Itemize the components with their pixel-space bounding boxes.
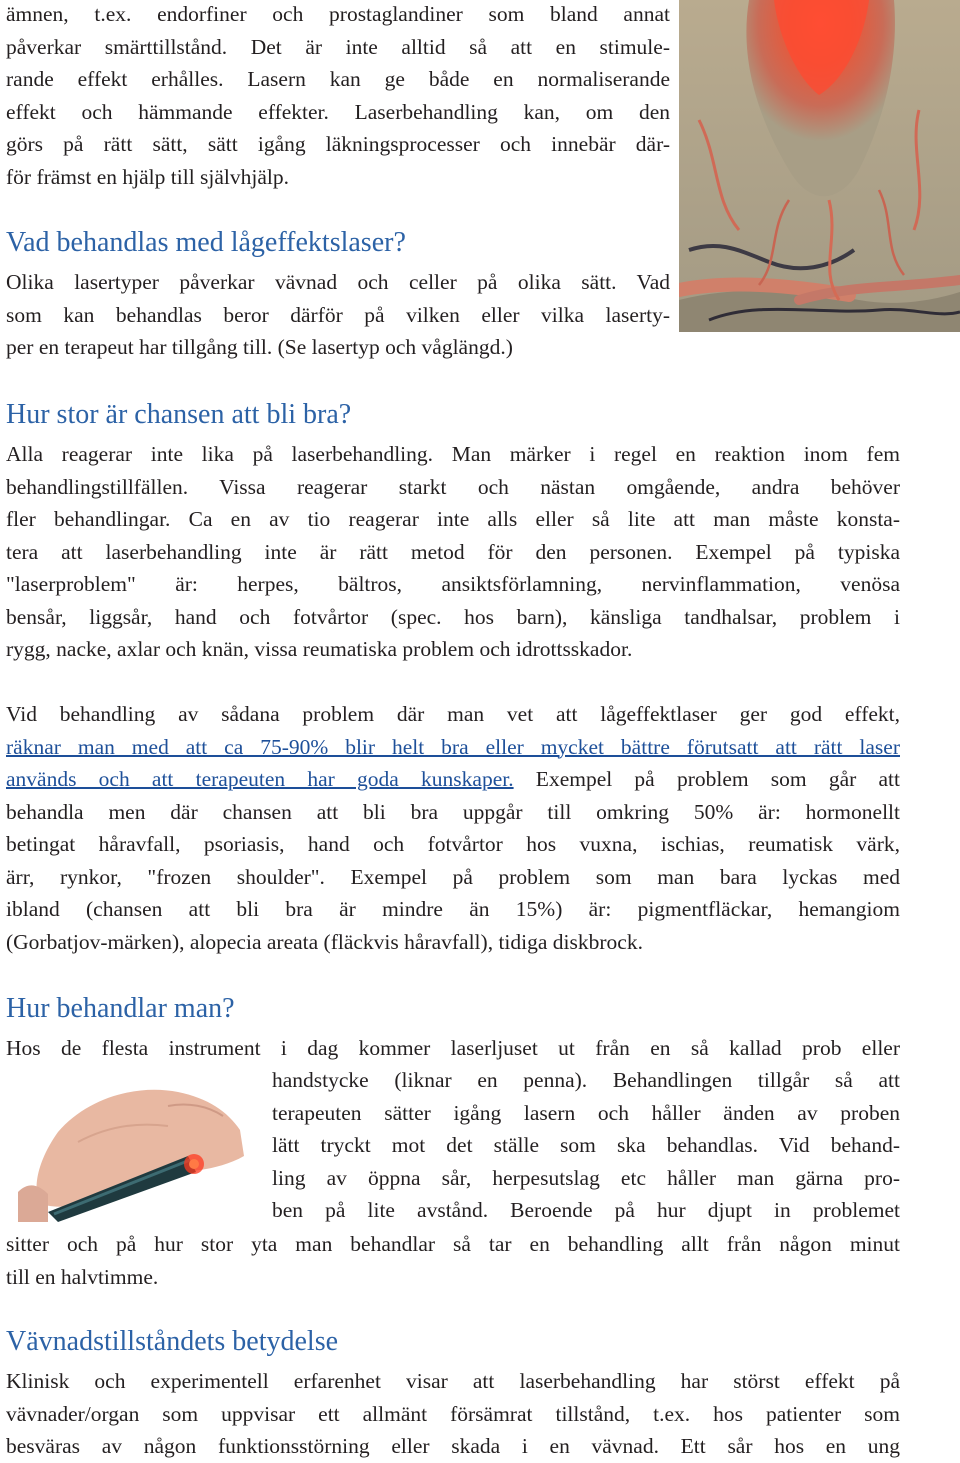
text-line: ärr, rynkor, "frozen shoulder". Exempel på problem som man bara lyckas med: [6, 864, 900, 889]
text-line: (Gorbatjov-märken), alopecia areata (fläckvis håravfall), tidiga diskbrock.: [6, 929, 643, 954]
text-line: till en halvtimme.: [6, 1264, 159, 1289]
text-line: bensår, liggsår, hand och fotvårtor (spec. hos barn), känsliga tandhalsar, problem i: [6, 604, 900, 629]
text-line: Alla reagerar inte lika på laserbehandling. Man märker i regel en reaktion inom fem: [6, 442, 900, 466]
section-heading: Hur stor är chansen att bli bra?: [6, 399, 352, 430]
section-heading: Vad behandlas med lågeffektslaser?: [6, 227, 406, 258]
text-line: betingat håravfall, psoriasis, hand och fotvårtor hos vuxna, ischias, reumatisk värk,: [6, 832, 900, 856]
section1-paragraph: [6, 266, 670, 364]
text-line: Olika lasertyper påverkar vävnad och celler på olika sätt. Vad: [6, 270, 670, 294]
text-line: sitter och på hur stor yta man behandlar så tar en behandling allt från någon minut: [6, 1232, 900, 1256]
section3-tail: [6, 1228, 900, 1293]
intro-paragraph: [6, 0, 670, 193]
highlight-link[interactable]: räknar man med att ca 75-90% blir helt bra eller mycket bättre förutsatt att rätt laser: [6, 734, 900, 759]
text-span: Exempel på problem som går att: [513, 767, 901, 791]
text-line: behandlingstillfällen. Vissa reagerar starkt och nästan omgående, andra behöver: [6, 474, 900, 499]
text-line: ämnen, t.ex. endorfiner och prostaglandiner som bland annat: [6, 2, 670, 26]
text-line: ibland (chansen att bli bra är mindre än 15%) är: pigmentfläckar, hemangiom: [6, 897, 900, 921]
text-line: Vid behandling av sådana problem där man vet att lågeffektlaser ger god effekt,: [6, 702, 900, 726]
text-line: [6, 763, 900, 796]
text-line: vävnader/organ som uppvisar ett allmänt försämrat tillstånd, t.ex. hos patienter som: [6, 1401, 900, 1426]
text-line: fler behandlingar. Ca en av tio reagerar inte alls eller så lite att man måste konsta-: [6, 507, 900, 531]
section-heading: Vävnadstillståndets betydelse: [6, 1326, 339, 1357]
text-line: Hos de flesta instrument i dag kommer laserljuset ut från en så kallad prob eller: [6, 1036, 900, 1060]
text-line: ben på lite avstånd. Beroende på hur djupt in problemet: [272, 1198, 900, 1222]
text-line: effekt och hämmande effekter. Laserbehandling kan, om den: [6, 99, 670, 124]
highlight-link[interactable]: används och att terapeuten har goda kunskaper.: [6, 767, 514, 791]
section2-paragraph-2: [6, 698, 900, 958]
text-line: görs på rätt sätt, sätt igång läkningsprocesser och innebär där-: [6, 132, 670, 156]
section2-paragraph: [6, 438, 900, 666]
text-line: rygg, nacke, axlar och knän, vissa reumatiska problem och idrottsskador.: [6, 637, 633, 661]
section-heading: Hur behandlar man?: [6, 993, 235, 1024]
section3-indented-text: [272, 1064, 900, 1227]
text-line: besväras av någon funktionsstörning eller skada i en vävnad. Ett sår hos en ung: [6, 1434, 900, 1458]
text-line: handstycke (liknar en penna). Behandlingen tillgår så att: [272, 1068, 900, 1092]
text-line: tera att laserbehandling inte är rätt metod för den personen. Exempel på typiska: [6, 539, 900, 564]
text-line: "laserproblem" är: herpes, bältros, ansiktsförlamning, nervinflammation, venösa: [6, 572, 900, 596]
text-line: lätt tryckt mot det ställe som ska behandlas. Vid behand-: [272, 1133, 900, 1157]
text-line: Klinisk och experimentell erfarenhet visar att laserbehandling har störst effekt på: [6, 1369, 900, 1393]
text-line: behandla men där chansen att bli bra uppgår till omkring 50% är: hormonellt: [6, 799, 900, 824]
section3-first-line: [6, 1032, 900, 1065]
text-line: som kan behandlas beror därför på vilken eller vilka laserty-: [6, 302, 670, 327]
text-line: påverkar smärttillstånd. Det är inte alltid så att en stimule-: [6, 34, 670, 59]
text-line: terapeuten sätter igång lasern och håller änden av proben: [272, 1100, 900, 1125]
text-line: för främst en hjälp till självhjälp.: [6, 164, 290, 189]
hand-with-laser-probe-photo: [18, 1072, 246, 1222]
section4-paragraph: [6, 1365, 900, 1463]
laser-tissue-illustration: [679, 0, 960, 332]
text-line: [6, 731, 900, 764]
text-line: ling av öppna sår, herpesutslag etc håller man gärna pro-: [272, 1165, 900, 1190]
text-line: per en terapeut har tillgång till. (Se lasertyp och våglängd.): [6, 335, 513, 359]
text-line: rande effekt erhålles. Lasern kan ge både en normaliserande: [6, 67, 670, 91]
